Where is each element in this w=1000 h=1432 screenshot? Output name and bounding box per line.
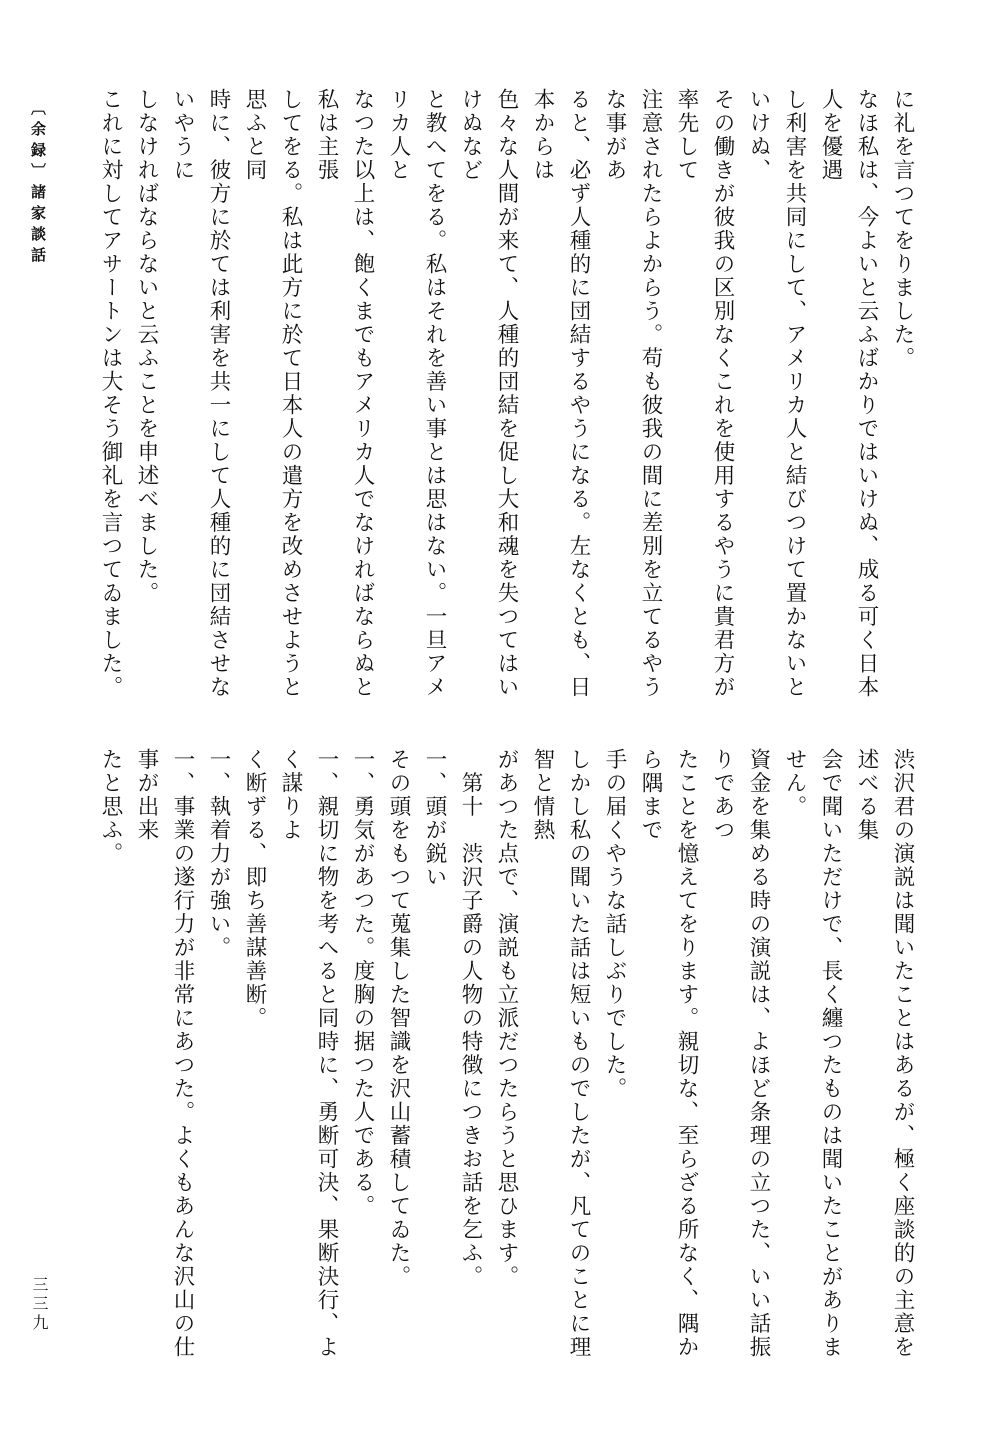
text-line: これに対してアサートンは大そう御礼を言つてゐました。 <box>98 88 123 699</box>
text-line: 手の届くやうな話しぶりでした。 <box>602 748 627 1101</box>
text-line: しなければならないと云ふことを申述べました。 <box>134 88 159 605</box>
text-line: なつた以上は、飽くまでもアメリカ人でなければならぬと私は主張 <box>314 88 375 699</box>
text-line: なほ私は、今よいと云ふばかりではいけぬ、成る可く日本人を優遇 <box>818 88 879 699</box>
section-heading: 第十 渋沢子爵の人物の特徴につきお話を乞ふ。 <box>458 748 483 1289</box>
text-line: 注意されたらよからう。苟も彼我の間に差別を立てるやうな事があ <box>602 88 663 699</box>
running-header: 〔余録〕諸家談話 <box>29 100 47 268</box>
list-item: 一、勇気があつた。度胸の据つた人である。 <box>350 748 375 1218</box>
page-number: 三三九 <box>30 1276 49 1333</box>
list-item: 一、事業の遂行力が非常にあつた。よくもあんな沢山の仕事が出来 <box>134 748 195 1359</box>
text-line: その働きが彼我の区別なくこれを使用するやうに貴君方が率先して <box>674 88 735 699</box>
list-item: 一、執着力が強い。 <box>206 748 231 960</box>
lower-text-block <box>90 748 920 1366</box>
text-line: 会で聞いただけで、長く纏つたものは聞いたことがありません。 <box>782 748 843 1359</box>
list-item: 一、親切に物を考へると同時に、勇断可決、果断決行、よく謀りよ <box>278 748 339 1359</box>
text-line: 時に、彼方に於ては利害を共一にして人種的に団結させないやうに <box>170 88 231 699</box>
text-line: があつた点で、演説も立派だつたらうと思ひます。 <box>494 748 519 1289</box>
list-item: 一、頭が鋭い <box>422 748 447 889</box>
text-line: ると、必ず人種的に団結するやうになる。左なくとも、日本からは <box>530 88 591 699</box>
text-line: し利害を共同にして、アメリカ人と結びつけて置かないといけぬ、 <box>746 88 807 699</box>
text-line: たことを憶えてをります。親切な、至らざる所なく、隅から隅まで <box>638 748 699 1359</box>
text-line: してをる。私は此方に於て日本人の遣方を改めさせようと思ふと同 <box>242 88 303 699</box>
text-line: 渋沢君の演説は聞いたことはあるが、極く座談的の主意を述べる集 <box>854 748 915 1359</box>
text-line: たと思ふ。 <box>98 748 123 866</box>
text-line: 色々な人間が来て、人種的団結を促し大和魂を失つてはいけぬなど <box>458 88 519 699</box>
text-line: その頭をもつて蒐集した智識を沢山蓄積してゐた。 <box>386 748 411 1289</box>
upper-text-block <box>90 88 920 706</box>
text-line: と教へてをる。私はそれを善い事とは思はない。一旦アメリカ人と <box>386 88 447 699</box>
text-line <box>90 748 92 1366</box>
text-line: 資金を集める時の演説は、よほど条理の立つた、いい話振りであつ <box>710 748 771 1359</box>
text-line: く断ずる、即ち善謀善断。 <box>242 748 267 1030</box>
text-line: に礼を言つてをりました。 <box>890 88 915 370</box>
text-line: しかし私の聞いた話は短いものでしたが、凡てのことに理智と情熱 <box>530 748 591 1359</box>
